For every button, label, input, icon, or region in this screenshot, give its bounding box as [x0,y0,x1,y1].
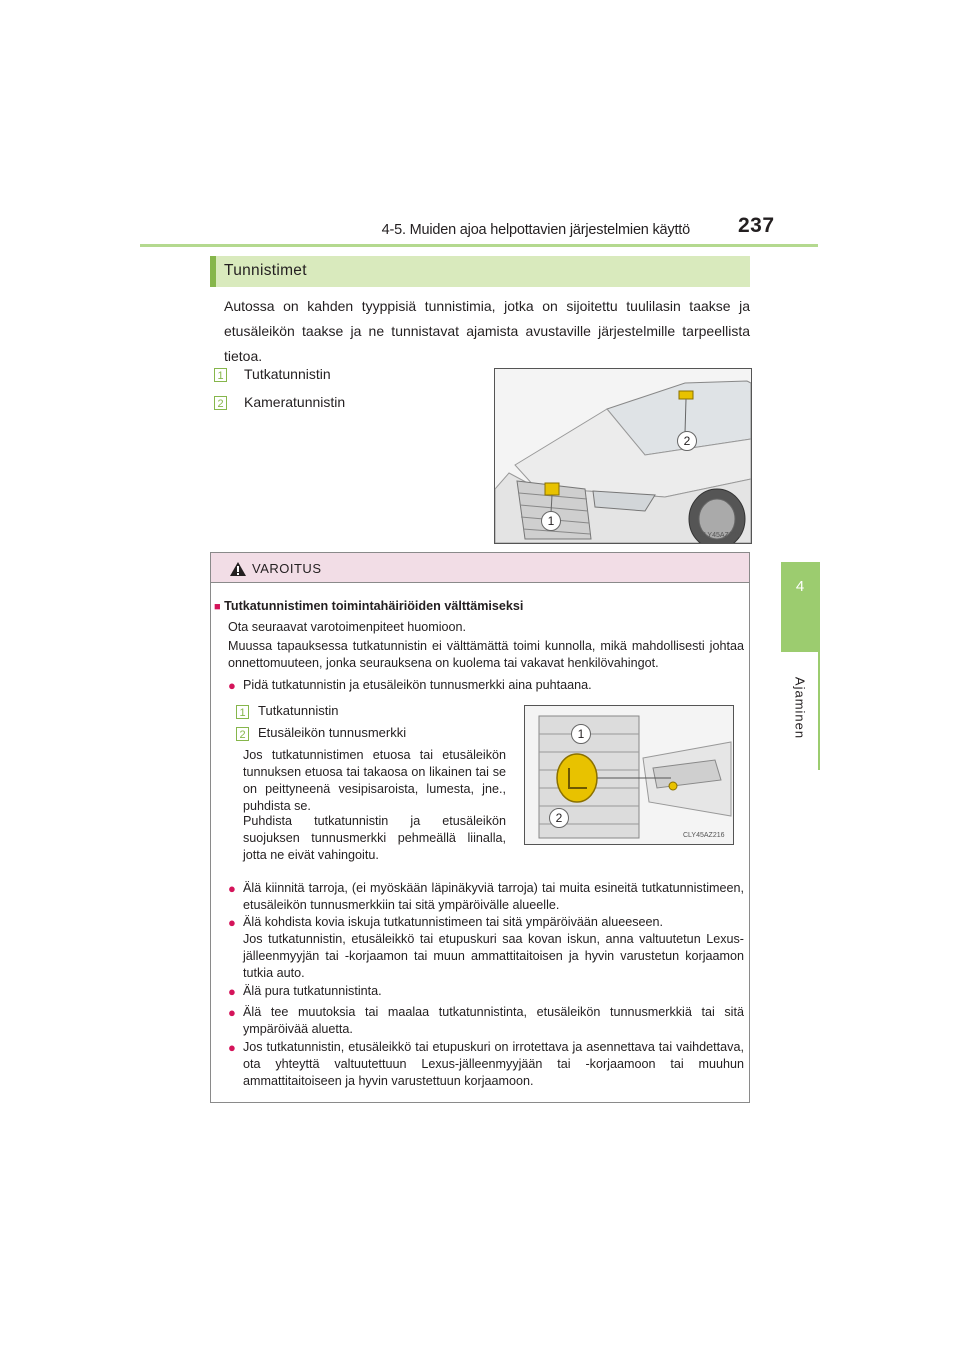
bullet-item [228,914,744,978]
chapter-tab [781,562,819,652]
item-number: 1 [236,705,249,719]
warning-p2: Muussa tapauksessa tutkatunnistin ei välttämättä toimi kunnolla, mikä mahdollisesti johtaa onnettomuuteen, jonka seurauksena on kuolema tai vakavat henkilövahingot. [228,639,744,670]
warning-heading-row [214,598,523,616]
sub-paragraph-2: Puhdista tutkatunnistin ja etusäleikön suojuksen tunnusmerkki pehmeällä liinalla, jotta ne eivät vahingoitu. [243,814,506,862]
callout-2: 2 [677,431,697,451]
car-illustration [495,369,751,543]
figure-code: CLY45AZ215 [699,532,741,539]
section-title: Tunnistimet [224,262,307,279]
header-rule [140,244,818,247]
bullet-item [228,1039,744,1091]
item-number: 2 [214,396,227,410]
item-label: Etusäleikön tunnusmerkki [258,725,407,740]
sub-paragraph-1: Jos tutkatunnistimen etuosa tai etusäleikön tunnuksen etuosa tai takaosa on likainen tai se on peittyneenä vesipisaroista, lumesta, jne., puhdista se. [243,748,506,813]
item-label: Tutkatunnistin [258,703,339,718]
chapter-tab-rule [818,562,820,770]
warning-heading: Tutkatunnistimen toimintahäiriöiden välttämiseksi [224,599,524,613]
bullet-dot-icon: ● [228,984,236,999]
grille-emblem-figure [524,705,734,845]
bullet-dot-icon: ● [228,915,236,930]
bullet-item [228,880,744,916]
square-bullet-icon: ■ [214,601,221,613]
chapter-tab-label: Ajaminen [792,676,808,740]
bullet-dot-icon: ● [228,1040,236,1055]
car-sensor-figure [494,368,752,544]
page-number: 237 [738,214,775,237]
callout-1: 1 [541,511,561,531]
item-label: Tutkatunnistin [244,366,331,382]
bullet-text: Älä pura tutkatunnistinta. [243,984,382,998]
warning-triangle-icon [229,561,247,577]
chapter-tab-number: 4 [795,578,805,595]
bullet-text: Älä kiinnitä tarroja, (ei myöskään läpinäkyviä tarroja) tai muita esineitä tutkatunnistimeen, etusäleikön tunnusmerkkiin tai sitä ympäröivälle alueelle. [243,881,744,912]
item-number: 2 [236,727,249,741]
warning-p1: Ota seuraavat varotoimenpiteet huomioon. [228,620,467,634]
bullet-item [228,983,744,1001]
bullet-text: Älä tee muutoksia tai maalaa tutkatunnistinta, etusäleikön tunnusmerkkiä tai sitä ympäröivää aluetta. [243,1005,744,1036]
item-label: Kameratunnistin [244,394,346,410]
bullet-text [243,914,744,982]
item-number: 1 [214,368,227,382]
bullet-dot-icon: ● [228,1005,236,1020]
bullet-dot-icon: ● [228,881,236,896]
warning-title: VAROITUS [252,561,322,576]
section-intro: Autossa on kahden tyyppisiä tunnistimia, jotka on sijoitettu tuulilasin taakse ja etusäleikön taakse ja ne tunnistavat ajamista avustaville järjestelmille tarpeellista tietoa. [224,298,750,364]
section-heading-accent [210,256,216,287]
chapter-title: 4-5. Muiden ajoa helpottavien järjestelmien käyttö [381,222,690,238]
bullet-text-line-2: Jos tutkatunnistin, etusäleikkö tai etupuskuri saa kovan iskun, anna valtuutetun Lexus-jälleenmyyjän tai -korjaamon tai muun ammattitaitoisen ja hyvin varustetun korjaamon tutkia auto. [243,932,744,980]
bullet-dot-icon: ● [228,678,236,693]
bullet-text: Jos tutkatunnistin, etusäleikkö tai etupuskuri on irrotettava ja asennettava tai vaihdettava, ota yhteyttä valtuutettuun Lexus-jälleenmyyjään tai -korjaamoon tai muuhun ammattitaitoiseen ja hyvin varustettuun korjaamoon. [243,1040,744,1088]
bullet-item [228,1004,744,1040]
figure-code: CLY45AZ216 [683,832,725,839]
bullet-item [228,677,744,695]
bullet-text: Pidä tutkatunnistin ja etusäleikön tunnusmerkki aina puhtaana. [243,678,592,692]
bullet-text-line-1: Älä kohdista kovia iskuja tutkatunnistimeen tai sitä ympäröivään alueeseen. [243,915,664,929]
callout-1: 1 [571,724,591,744]
callout-2: 2 [549,808,569,828]
